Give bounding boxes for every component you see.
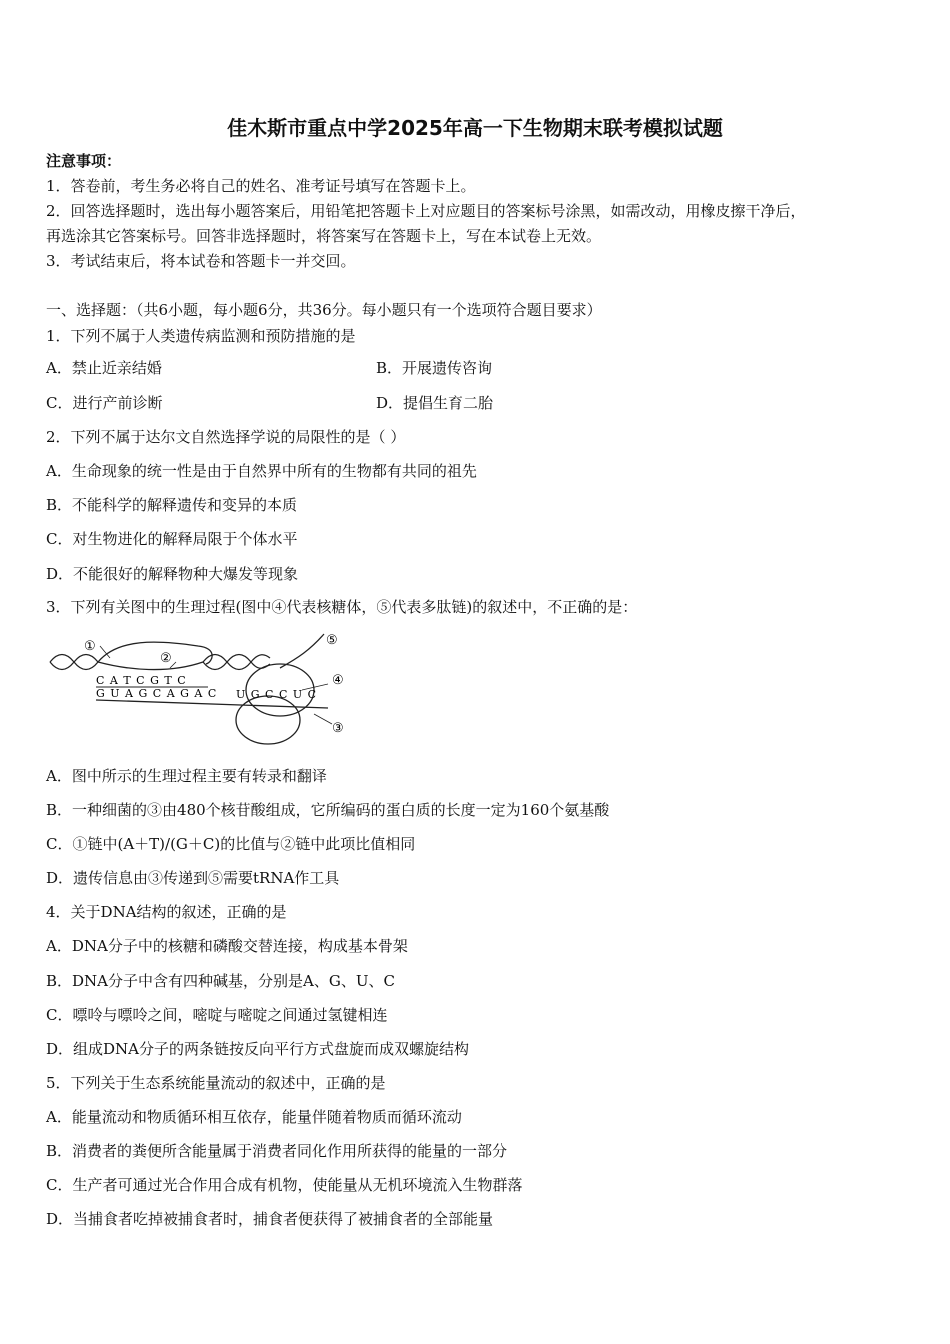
- option: D．不能很好的解释物种大爆发等现象: [46, 565, 299, 583]
- question-stem: 4．关于DNA结构的叙述，正确的是: [46, 903, 287, 921]
- option: C．嘌呤与嘌呤之间，嘧啶与嘧啶之间通过氢键相连: [46, 1006, 388, 1024]
- option: B．一种细菌的③由480个核苷酸组成，它所编码的蛋白质的长度一定为160个氨基酸: [46, 801, 610, 819]
- option: B．DNA分子中含有四种碱基，分别是A、G、U、C: [46, 972, 395, 990]
- note-item: 1．答卷前，考生务必将自己的姓名、准考证号填写在答题卡上。: [46, 177, 476, 195]
- question-stem: 5．下列关于生态系统能量流动的叙述中，正确的是: [46, 1074, 386, 1092]
- option: D．提倡生育二胎: [376, 394, 494, 412]
- option: B．开展遗传咨询: [376, 359, 493, 377]
- option: D．当捕食者吃掉被捕食者时，捕食者便获得了被捕食者的全部能量: [46, 1210, 494, 1228]
- notes-heading: 注意事项：: [46, 152, 122, 170]
- option: C．进行产前诊断: [46, 394, 163, 412]
- ribosome-codon-sequence: U G C C U C: [236, 688, 318, 701]
- label-2: ②: [160, 651, 172, 666]
- option: D．组成DNA分子的两条链按反向平行方式盘旋而成双螺旋结构: [46, 1040, 470, 1058]
- option: C．生产者可通过光合作用合成有机物，使能量从无机环境流入生物群落: [46, 1176, 523, 1194]
- option: B．消费者的粪便所含能量属于消费者同化作用所获得的能量的一部分: [46, 1142, 508, 1160]
- option: A．能量流动和物质循环相互依存，能量伴随着物质而循环流动: [46, 1108, 462, 1126]
- label-4: ④: [332, 673, 344, 688]
- option: D．遗传信息由③传递到⑤需要tRNA作工具: [46, 869, 340, 887]
- option: B．不能科学的解释遗传和变异的本质: [46, 496, 298, 514]
- option: A．DNA分子中的核糖和磷酸交替连接，构成基本骨架: [46, 937, 408, 955]
- question-stem: 2．下列不属于达尔文自然选择学说的局限性的是（ ）: [46, 428, 406, 446]
- option: C．对生物进化的解释局限于个体水平: [46, 530, 298, 548]
- note-item: 再选涂其它答案标号。回答非选择题时，将答案写在答题卡上，写在本试卷上无效。: [46, 227, 602, 245]
- section-heading: 一、选择题：（共6小题，每小题6分，共36分。每小题只有一个选项符合题目要求）: [46, 301, 602, 319]
- option: A．生命现象的统一性是由于自然界中所有的生物都有共同的祖先: [46, 462, 477, 480]
- note-item: 2．回答选择题时，选出每小题答案后，用铅笔把答题卡上对应题目的答案标号涂黑，如需改动，用橡皮擦干净后，: [46, 202, 806, 220]
- note-item: 3．考试结束后，将本试卷和答题卡一并交回。: [46, 252, 356, 270]
- option: A．禁止近亲结婚: [46, 359, 162, 377]
- option: A．图中所示的生理过程主要有转录和翻译: [46, 767, 327, 785]
- label-5: ⑤: [326, 633, 338, 648]
- label-1: ①: [84, 639, 96, 654]
- label-3: ③: [332, 721, 344, 736]
- question-stem: 1．下列不属于人类遗传病监测和预防措施的是: [46, 327, 356, 345]
- question-stem: 3．下列有关图中的生理过程(图中④代表核糖体，⑤代表多肽链)的叙述中，不正确的是：: [46, 598, 638, 616]
- transcription-translation-figure: [48, 628, 358, 748]
- option: C．①链中(A＋T)/(G＋C)的比值与②链中此项比值相同: [46, 835, 416, 853]
- dna-sequence: C A T C G T C: [96, 674, 187, 687]
- rna-sequence: G U A G C A G A C: [96, 687, 218, 700]
- page-title: 佳木斯市重点中学2025年高一下生物期末联考模拟试题: [227, 116, 723, 140]
